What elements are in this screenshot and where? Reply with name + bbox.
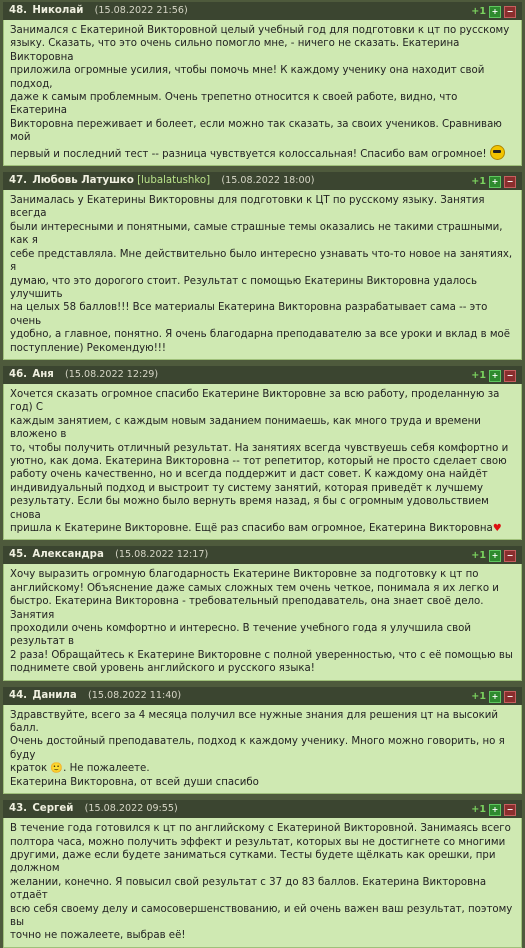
review-text-line: Хочется сказать огромное спасибо Екатерине Викторовне за всю работу, проделанную за год) С (10, 388, 500, 414)
vote-controls (471, 3, 516, 21)
review-text-line: пришла к Екатерине Викторовне. Ещё раз спасибо вам огромное, Екатерина Викторовна♥ (10, 523, 502, 534)
vote-score: +1 (471, 550, 486, 562)
review-text-line: Занималась у Екатерины Викторовны для подготовки к ЦТ по русскому языку. Занятия всегда (10, 195, 485, 220)
vote-up-button[interactable]: + (489, 691, 501, 703)
review-date: (15.08.2022 18:00) (221, 175, 315, 187)
vote-score: +1 (471, 369, 486, 381)
review-text-line: поднимете свой уровень английского и русского языка! (10, 663, 315, 675)
review-text-line: полтора часа, можно получить эффект и результат, которых вы не достигнете со многими (10, 836, 506, 848)
vote-controls (471, 688, 516, 706)
review-date: (15.08.2022 21:56) (94, 5, 188, 16)
review-author[interactable]: Сергей (32, 803, 74, 815)
review-header (3, 2, 522, 20)
review-header (3, 366, 522, 384)
review-text-line: Хочу выразить огромную благодарность Екатерине Викторовне за подготовку к цт по (10, 569, 479, 581)
review-text (3, 564, 522, 680)
review-text-line: точно не пожалеете, выбрав её! (10, 930, 186, 942)
review-text-line: индивидуальный подход и выстроит ту систему занятий, которая приведёт к лучшему (10, 482, 484, 494)
vote-up-button[interactable]: + (489, 370, 501, 382)
review-card (3, 172, 522, 360)
review-text-line: были интересными и понятными, самые страшные темы оказались не такими страшными, как я (10, 221, 503, 247)
review-text-line: 2 раза! Обращайтесь к Екатерине Викторовне с полной уверенностью, что с её помощью вы (10, 649, 513, 661)
cool-smiley-icon (490, 145, 505, 160)
vote-controls (471, 173, 516, 191)
review-card (3, 800, 522, 948)
review-text-line: другими, даже если будете заниматься сутками. Тесты будете щёлкать как орешки, при должном (10, 849, 496, 875)
review-card (3, 2, 522, 166)
review-header (3, 546, 522, 564)
review-text-line: себе представляла. Мне действительно было интересно узнавать что-то новое на занятиях, я (10, 248, 513, 274)
review-text (3, 20, 522, 166)
review-author[interactable]: Александра (32, 549, 104, 561)
review-number: 48. (9, 5, 28, 16)
review-text-line: Викторовна переживает и болеет, если можно так сказать, за своих учеников. Сравниваю мой (10, 118, 502, 144)
review-author[interactable]: Любовь Латушко (32, 175, 134, 187)
vote-down-button[interactable]: − (504, 6, 516, 18)
reviews-container (3, 2, 522, 948)
vote-down-button[interactable]: − (504, 176, 516, 188)
vote-down-button[interactable]: − (504, 691, 516, 703)
review-text-line: Екатерина Викторовна, от всей души спасибо (10, 776, 259, 788)
review-text (3, 705, 522, 794)
review-author-nick[interactable]: [lubalatushko] (137, 175, 211, 187)
review-date: (15.08.2022 11:40) (88, 689, 182, 701)
review-header (3, 172, 522, 190)
review-date: (15.08.2022 12:17) (115, 549, 209, 561)
review-text-line: Занимался с Екатериной Викторовной целый учебный год для подготовки к цт по русскому (10, 25, 510, 36)
review-text-line: желании, конечно. Я повысил свой результат с 37 до 83 баллов. Екатерина Викторовна отдаёт (10, 876, 487, 902)
review-text-line: результату. Если бы можно было вернуть время назад, я бы с огромным удовольствием снова (10, 496, 489, 521)
review-text (3, 384, 522, 540)
review-text-line: языку. Сказать, что это очень сильно помогло мне, - ничего не сказать. Екатерина Викторовна (10, 38, 460, 63)
review-text-line: всю себя своему делу и самосовершенствованию, и ей очень важен ваш результат, поэтому вы (10, 903, 513, 928)
review-text-line: первый и последний тест -- разница чувствуется колоссальная! Спасибо вам огромное! (10, 145, 515, 161)
vote-score: +1 (471, 176, 486, 188)
review-text-line: удобно, а главное, понятно. Я очень благодарна преподавателю за все уроки и вклад в моё (10, 329, 511, 341)
review-text-line: даже к самым проблемным. Очень трепетно относится к своей работе, видно, что Екатерина (10, 92, 458, 117)
review-number: 43. (9, 803, 28, 815)
review-card (3, 366, 522, 540)
vote-down-button[interactable]: − (504, 550, 516, 562)
review-text-line: проходили очень комфортно и интересно. В течение учебного года я улучшила свой результат в (10, 623, 471, 648)
review-header (3, 687, 522, 705)
vote-controls (471, 367, 516, 385)
review-date: (15.08.2022 12:29) (65, 368, 159, 380)
review-author[interactable]: Данила (32, 689, 77, 701)
review-number: 47. (9, 175, 28, 187)
review-card (3, 687, 522, 794)
review-text-line: Здравствуйте, всего за 4 месяца получил все нужные знания для решения цт на высокий балл. (10, 709, 498, 735)
review-text-line: на целых 58 баллов!!! Все материалы Екатерина Викторовна разрабатывает сама -- это очень (10, 302, 488, 327)
review-number: 46. (9, 368, 28, 380)
vote-down-button[interactable]: − (504, 370, 516, 382)
vote-controls (471, 801, 516, 819)
review-text-line: думаю, что это дорогого стоит. Результат с помощью Екатерины Викторовна удалось улучшить (10, 275, 477, 300)
vote-score: +1 (471, 690, 486, 702)
vote-down-button[interactable]: − (504, 804, 516, 816)
review-number: 44. (9, 689, 28, 701)
review-text (3, 190, 522, 360)
vote-up-button[interactable]: + (489, 176, 501, 188)
vote-up-button[interactable]: + (489, 804, 501, 816)
heart-icon: ♥ (492, 523, 502, 534)
review-text-line: приложила огромные усилия, чтобы помочь мне! К каждому ученику она находит свой подход, (10, 65, 485, 90)
review-text-line: уютно, как дома. Екатерина Викторовна -- тот репетитор, который не просто сделает свою (10, 455, 507, 467)
review-text-line: работу очень качественно, но и всегда поддержит и даст совет. К каждому она найдёт (10, 469, 488, 481)
review-text-line: краток 🙂. Не пожалеете. (10, 763, 150, 775)
review-text-line: поступление) Рекомендую!!! (10, 342, 166, 354)
vote-up-button[interactable]: + (489, 6, 501, 18)
review-text-line: английскому! Объяснение даже самых сложных тем очень четкое, понимала я их легко и (10, 582, 499, 594)
vote-up-button[interactable]: + (489, 550, 501, 562)
review-author[interactable]: Николай (32, 5, 84, 16)
review-text-line: то, чтобы получить отличный результат. На занятиях всегда чувствуешь себя комфортно и (10, 442, 509, 454)
review-text (3, 818, 522, 948)
review-number: 45. (9, 549, 28, 561)
review-date: (15.08.2022 09:55) (84, 803, 178, 815)
review-text-line: быстро. Екатерина Викторовна - требовательный преподаватель, она знает своё дело. Занятия (10, 596, 484, 621)
vote-controls (471, 547, 516, 565)
review-author[interactable]: Аня (32, 368, 54, 380)
review-text-line: В течение года готовился к цт по английскому с Екатериной Викторовной. Занимаясь всего (10, 823, 511, 835)
review-header (3, 800, 522, 818)
review-card (3, 546, 522, 680)
vote-score: +1 (471, 804, 486, 816)
vote-score: +1 (471, 6, 486, 17)
review-text-line: каждым занятием, с каждым новым заданием понимаешь, как много труда и времени вложено в (10, 415, 481, 441)
review-text-line: Очень достойный преподаватель, подход к каждому ученику. Много можно говорить, но я буду (10, 736, 505, 761)
